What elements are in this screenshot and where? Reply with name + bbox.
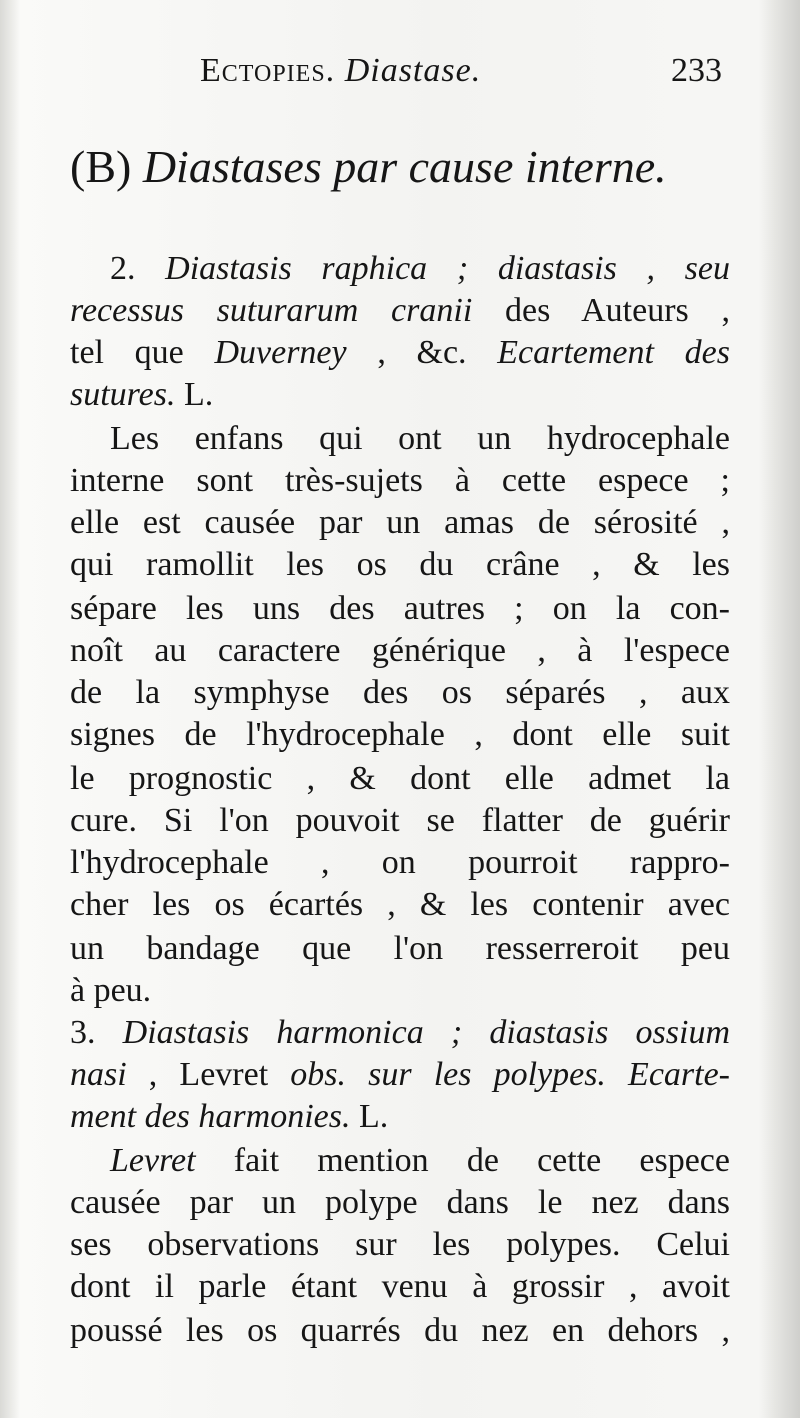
text-line bbox=[70, 247, 730, 291]
running-title-subject: Diastase. bbox=[344, 52, 482, 89]
roman-text: un bandage que l'on resserreroit peu bbox=[70, 930, 730, 967]
roman-text: qui ramollit les os du crâne , & les bbox=[70, 546, 730, 583]
roman-text: des Auteurs , bbox=[472, 292, 730, 329]
text-line bbox=[70, 543, 730, 587]
text-line bbox=[70, 799, 730, 843]
text-line bbox=[70, 883, 730, 927]
text-line bbox=[70, 1053, 730, 1097]
italic-text: Duverney bbox=[214, 334, 347, 371]
text-line bbox=[70, 1309, 730, 1353]
page-left-edge bbox=[0, 0, 20, 1418]
running-title bbox=[200, 52, 481, 90]
text-line bbox=[70, 757, 730, 801]
roman-text: fait mention de cette espece bbox=[195, 1142, 730, 1179]
text-line bbox=[70, 841, 730, 885]
roman-text: 3. bbox=[70, 1014, 123, 1051]
roman-text: ses observations sur les polypes. Celui bbox=[70, 1226, 730, 1263]
text-line bbox=[70, 927, 730, 971]
roman-text: elle est causée par un amas de sérosité , bbox=[70, 504, 730, 541]
roman-text: causée par un polype dans le nez dans bbox=[70, 1184, 730, 1221]
text-line bbox=[70, 969, 730, 1013]
italic-text: obs. sur les polypes. Ecarte- bbox=[290, 1056, 731, 1093]
section-heading-title: Diastases par cause interne. bbox=[142, 141, 667, 192]
roman-text: interne sont très-sujets à cette espece ; bbox=[70, 462, 730, 499]
roman-text: cher les os écartés , & les contenir avec bbox=[70, 886, 730, 923]
text-line bbox=[70, 1265, 730, 1309]
italic-text: recessus suturarum cranii bbox=[70, 292, 473, 329]
text-line bbox=[70, 501, 730, 545]
text-line bbox=[70, 373, 730, 417]
text-line bbox=[70, 1223, 730, 1267]
text-line bbox=[70, 587, 730, 631]
roman-text: L. bbox=[175, 376, 214, 413]
text-line bbox=[70, 459, 730, 503]
roman-text: , &c. bbox=[346, 334, 498, 371]
italic-text: Levret bbox=[110, 1142, 196, 1179]
text-line bbox=[70, 713, 730, 757]
roman-text: poussé les os quarrés du nez en dehors , bbox=[70, 1312, 730, 1349]
roman-text: le prognostic , & dont elle admet la bbox=[70, 760, 730, 797]
roman-text: de la symphyse des os séparés , aux bbox=[70, 674, 730, 711]
text-line bbox=[70, 1139, 730, 1183]
roman-text: dont il parle étant venu à grossir , avoit bbox=[70, 1268, 730, 1305]
roman-text: signes de l'hydrocephale , dont elle suit bbox=[70, 716, 730, 753]
roman-text: tel que bbox=[70, 334, 215, 371]
running-header bbox=[200, 52, 730, 102]
text-line bbox=[70, 1011, 730, 1055]
italic-text: Diastasis raphica ; diastasis , seu bbox=[165, 250, 730, 287]
text-line bbox=[70, 289, 730, 333]
text-line bbox=[70, 331, 730, 375]
running-title-section: Ectopies. bbox=[200, 52, 336, 89]
italic-text: nasi bbox=[70, 1056, 127, 1093]
page-right-edge bbox=[758, 0, 800, 1418]
text-line bbox=[70, 671, 730, 715]
italic-text: sutures. bbox=[70, 376, 176, 413]
roman-text: L. bbox=[350, 1098, 389, 1135]
roman-text: à peu. bbox=[70, 972, 152, 1009]
section-heading bbox=[70, 140, 730, 193]
text-line bbox=[70, 1181, 730, 1225]
text-line bbox=[70, 629, 730, 673]
roman-text: l'hydrocephale , on pourroit rappro- bbox=[70, 844, 730, 881]
page-number: 233 bbox=[671, 52, 722, 89]
roman-text: 2. bbox=[110, 250, 166, 287]
roman-text: , Levret bbox=[126, 1056, 291, 1093]
text-line bbox=[70, 1095, 730, 1139]
roman-text: sépare les uns des autres ; on la con- bbox=[70, 590, 730, 627]
italic-text: ment des harmonies. bbox=[70, 1098, 351, 1135]
section-heading-marker: (B) bbox=[70, 141, 132, 192]
text-line bbox=[70, 417, 730, 461]
roman-text: noît au caractere générique , à l'espece bbox=[70, 632, 730, 669]
italic-text: Ecartement des bbox=[497, 334, 730, 371]
italic-text: Diastasis harmonica ; diastasis ossium bbox=[122, 1014, 730, 1051]
roman-text: cure. Si l'on pouvoit se flatter de guérir bbox=[70, 802, 730, 839]
roman-text: Les enfans qui ont un hydrocephale bbox=[110, 420, 730, 457]
